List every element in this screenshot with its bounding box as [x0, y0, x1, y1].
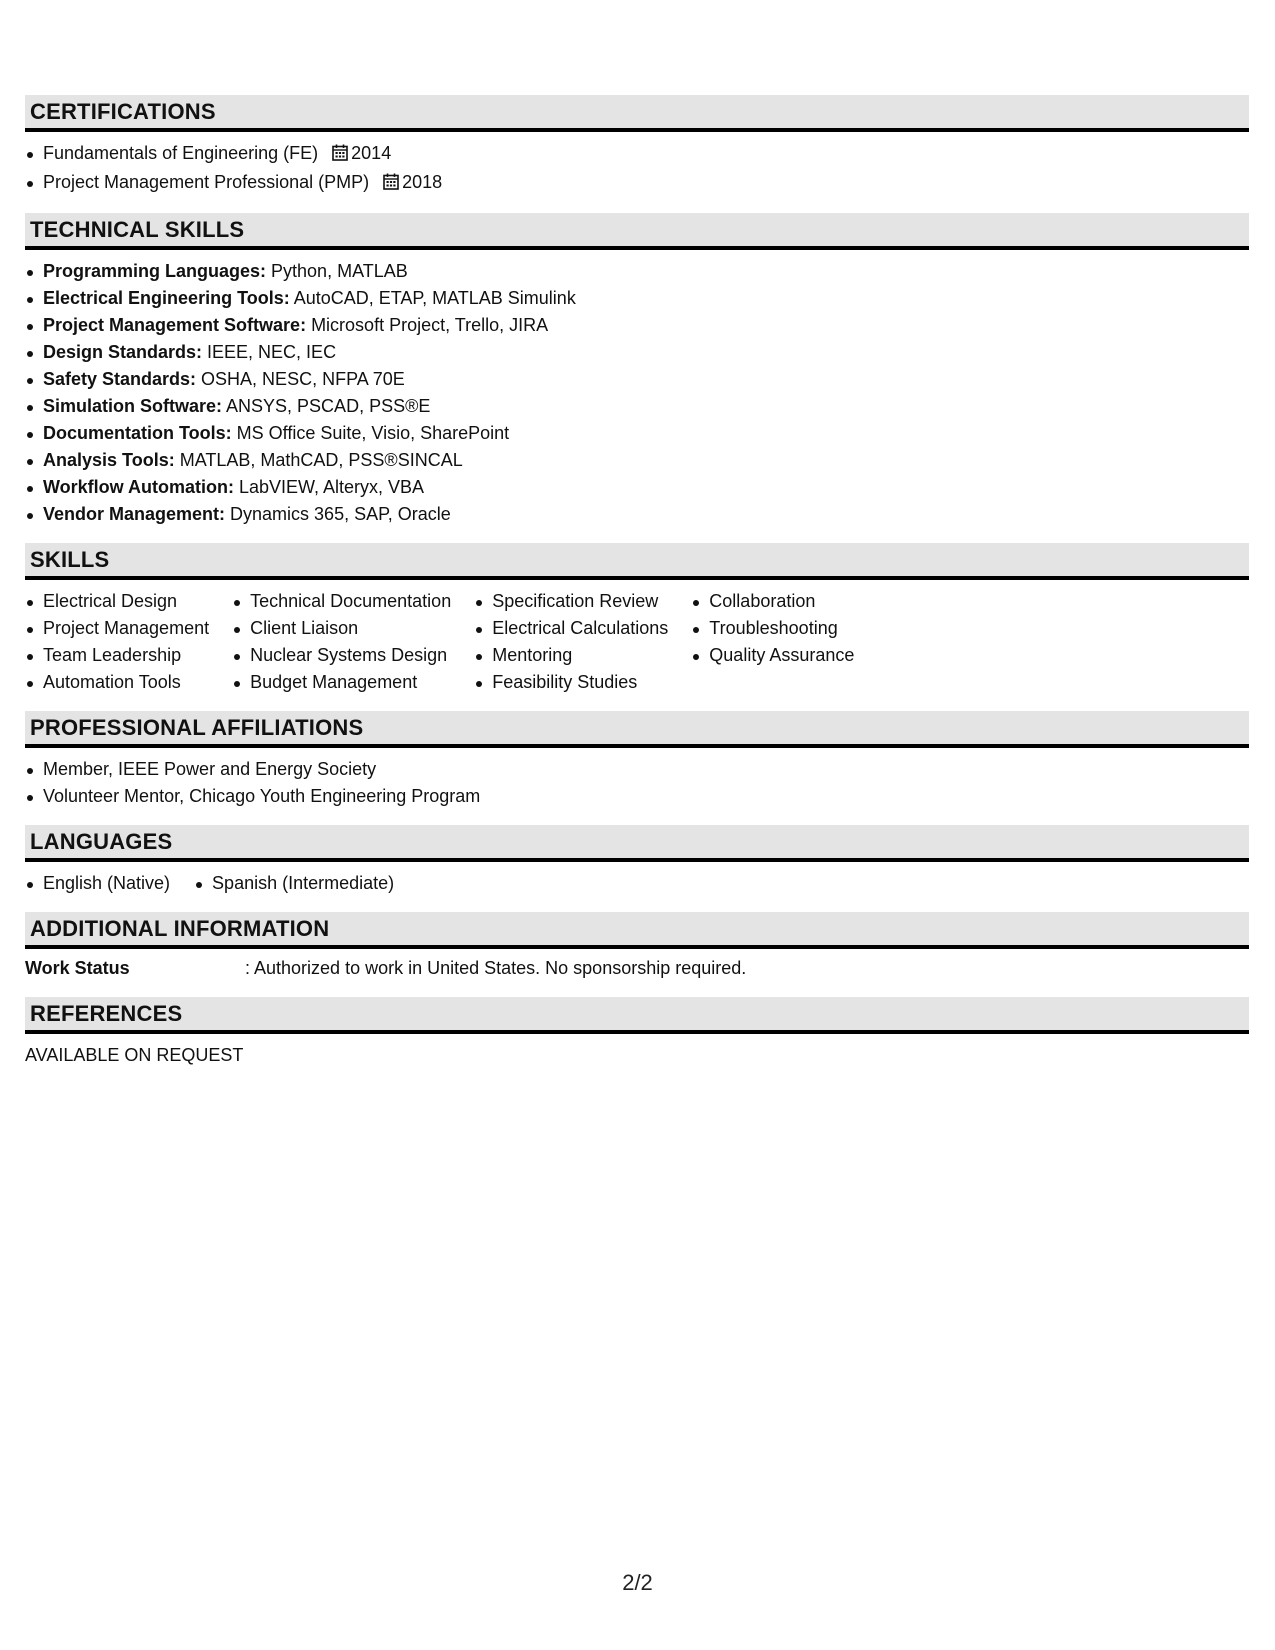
- list-item: [25, 258, 1249, 285]
- skill-category: Design Standards:: [43, 342, 203, 362]
- certification-year: 2014: [351, 143, 392, 163]
- skill-values: Dynamics 365, SAP, Oracle: [225, 504, 451, 524]
- skill-category: Electrical Engineering Tools:: [43, 288, 290, 308]
- certifications-heading: CERTIFICATIONS: [25, 95, 1249, 132]
- additional-info-heading: ADDITIONAL INFORMATION: [25, 912, 1249, 949]
- skills-column: [232, 588, 451, 696]
- certification-name: Fundamentals of Engineering (FE): [43, 143, 319, 163]
- list-item: English (Native): [25, 870, 170, 897]
- additional-info-section: [25, 912, 1249, 982]
- list-item: [25, 447, 1249, 474]
- skills-grid: [25, 588, 1249, 696]
- calendar-icon: [383, 171, 399, 198]
- list-item: Electrical Calculations: [474, 615, 668, 642]
- list-item: [25, 285, 1249, 312]
- languages-section: [25, 825, 1249, 897]
- technical-skills-heading: TECHNICAL SKILLS: [25, 213, 1249, 250]
- list-item: Member, IEEE Power and Energy Society: [25, 756, 1249, 783]
- skill-category: Workflow Automation:: [43, 477, 234, 497]
- skill-values: AutoCAD, ETAP, MATLAB Simulink: [289, 288, 576, 308]
- resume-page: [25, 95, 1249, 1084]
- references-heading: REFERENCES: [25, 997, 1249, 1034]
- list-item: [25, 169, 1249, 198]
- languages-list: [25, 870, 1249, 897]
- skill-values: OSHA, NESC, NFPA 70E: [196, 369, 405, 389]
- skill-values: Microsoft Project, Trello, JIRA: [306, 315, 549, 335]
- list-item: Volunteer Mentor, Chicago Youth Engineering Program: [25, 783, 1249, 810]
- skills-section: [25, 543, 1249, 696]
- list-item: [25, 474, 1249, 501]
- skill-category: Vendor Management:: [43, 504, 226, 524]
- list-item: Feasibility Studies: [474, 669, 668, 696]
- certification-year: 2018: [402, 172, 443, 192]
- skills-column: [691, 588, 854, 696]
- list-item: Spanish (Intermediate): [194, 870, 394, 897]
- work-status-row: [25, 955, 1249, 982]
- list-item: Nuclear Systems Design: [232, 642, 451, 669]
- list-item: [25, 501, 1249, 528]
- technical-skills-section: [25, 213, 1249, 528]
- affiliations-list: [25, 756, 1249, 810]
- skill-category: Documentation Tools:: [43, 423, 232, 443]
- list-item: Quality Assurance: [691, 642, 854, 669]
- list-item: Automation Tools: [25, 669, 209, 696]
- skill-category: Project Management Software:: [43, 315, 307, 335]
- list-item: Mentoring: [474, 642, 668, 669]
- list-item: Technical Documentation: [232, 588, 451, 615]
- certifications-section: [25, 95, 1249, 198]
- calendar-icon: [332, 142, 348, 169]
- work-status-label: Work Status: [25, 958, 130, 978]
- affiliations-heading: PROFESSIONAL AFFILIATIONS: [25, 711, 1249, 748]
- skills-column: [25, 588, 209, 696]
- certifications-list: [25, 140, 1249, 198]
- list-item: [25, 140, 1249, 169]
- skill-values: MS Office Suite, Visio, SharePoint: [231, 423, 510, 443]
- list-item: Budget Management: [232, 669, 451, 696]
- list-item: [25, 420, 1249, 447]
- skill-category: Analysis Tools:: [43, 450, 175, 470]
- references-section: [25, 997, 1249, 1069]
- list-item: Project Management: [25, 615, 209, 642]
- skill-values: LabVIEW, Alteryx, VBA: [233, 477, 425, 497]
- list-item: Electrical Design: [25, 588, 209, 615]
- list-item: Collaboration: [691, 588, 854, 615]
- skill-values: Python, MATLAB: [266, 261, 408, 281]
- skill-category: Simulation Software:: [43, 396, 223, 416]
- affiliations-section: [25, 711, 1249, 810]
- list-item: Specification Review: [474, 588, 668, 615]
- skill-values: IEEE, NEC, IEC: [202, 342, 337, 362]
- languages-heading: LANGUAGES: [25, 825, 1249, 862]
- technical-skills-list: [25, 258, 1249, 528]
- list-item: [25, 339, 1249, 366]
- skills-column: [474, 588, 668, 696]
- references-text: AVAILABLE ON REQUEST: [25, 1045, 244, 1065]
- page-number: 2/2: [622, 1570, 653, 1595]
- work-status-value: : Authorized to work in United States. No sponsorship required.: [245, 958, 747, 978]
- list-item: Team Leadership: [25, 642, 209, 669]
- list-item: [25, 366, 1249, 393]
- list-item: Troubleshooting: [691, 615, 854, 642]
- list-item: Client Liaison: [232, 615, 451, 642]
- skills-heading: SKILLS: [25, 543, 1249, 580]
- skill-category: Programming Languages:: [43, 261, 267, 281]
- list-item: [25, 393, 1249, 420]
- skill-category: Safety Standards:: [43, 369, 197, 389]
- list-item: [25, 312, 1249, 339]
- certification-name: Project Management Professional (PMP): [43, 172, 370, 192]
- skill-values: ANSYS, PSCAD, PSS®E: [222, 396, 431, 416]
- skill-values: MATLAB, MathCAD, PSS®SINCAL: [174, 450, 463, 470]
